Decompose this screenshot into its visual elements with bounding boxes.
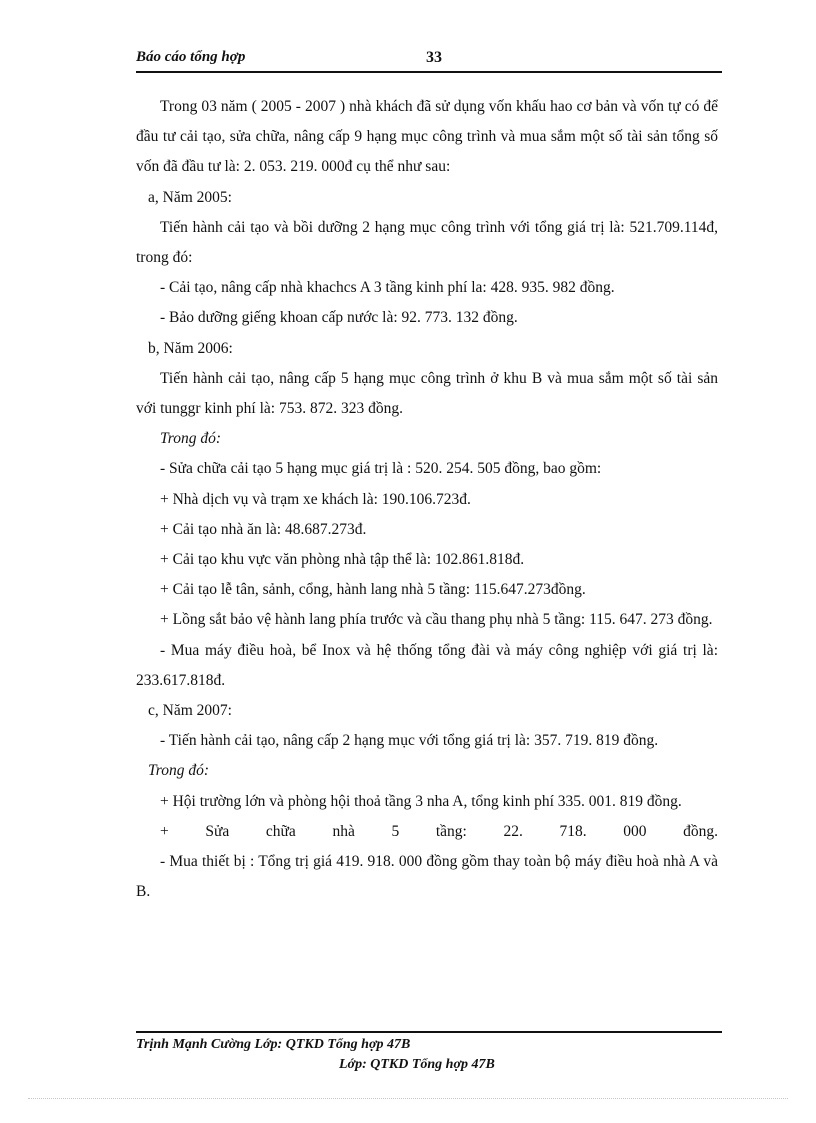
word: 718. [559,822,587,840]
list-item: + Cải tạo khu vực văn phòng nhà tập thể là: 102.861.818đ. [160,551,525,569]
list-item: + Nhà dịch vụ và trạm xe khách là: 190.106.723đ. [160,490,471,508]
list-item: - Mua thiết bị : Tổng trị giá 419. 918. 000 đồng gồm thay toàn bộ máy điều hoà nhà A và B. [136,853,718,901]
page-bottom-divider [28,1098,788,1099]
list-item-spread [136,817,718,847]
word: đồng. [683,822,718,840]
page-number: 33 [426,49,442,66]
in-which-label: Trong đó: [148,762,210,780]
footer-rule [136,1031,722,1033]
summary-2005: Tiến hành cải tạo và bồi dưỡng 2 hạng mục công trình với tổng giá trị là: 521.709.114đ, trong đó: [136,218,718,267]
section-heading-2007: c, Năm 2007: [148,702,232,720]
word: nhà [332,822,355,840]
document-body [136,92,718,907]
in-which-label: Trong đó: [160,430,222,448]
word: Sửa [205,822,230,840]
word: 5 [391,822,400,840]
list-item: + Cải tạo nhà ăn là: 48.687.273đ. [160,520,367,538]
summary-2006: Tiến hành cải tạo, nâng cấp 5 hạng mục công trình ở khu B và mua sắm một số tài sản với tunggr kinh phí là: 753. 872. 323 đồng. [136,369,718,418]
page-header [136,49,722,73]
word: chữa [265,822,296,840]
list-item: - Sửa chữa cải tạo 5 hạng mục giá trị là : 520. 254. 505 đồng, bao gồm: [160,460,602,478]
list-item: - Cải tạo, nâng cấp nhà khachcs A 3 tầng kinh phí la: 428. 935. 982 đồng. [160,279,615,297]
list-item: + Cải tạo lễ tân, sảnh, cổng, hành lang nhà 5 tầng: 115.647.273đồng. [160,581,586,599]
word: tầng: [435,822,467,840]
list-item: - Mua máy điều hoà, bể Inox và hệ thống tổng đài và máy công nghiệp với giá trị là: 233.617.818đ. [136,641,718,689]
list-item: + Hội trường lớn và phòng hội thoả tầng 3 nha A, tổng kinh phí 335. 001. 819 đồng. [160,792,682,810]
footer-class: Lớp: QTKD Tổng hợp 47B [339,1057,495,1072]
word: 22. [503,822,523,840]
list-item: + Lồng sắt bảo vệ hành lang phía trước và cầu thang phụ nhà 5 tầng: 115. 647. 273 đồng. [160,611,713,629]
word: 000 [623,822,647,840]
footer-author-class: Trịnh Mạnh Cường Lớp: QTKD Tổng hợp 47B [136,1037,411,1052]
summary-2007: - Tiến hành cải tạo, nâng cấp 2 hạng mục với tổng giá trị là: 357. 719. 819 đồng. [160,732,659,750]
section-heading-2005: a, Năm 2005: [148,188,232,206]
intro-paragraph: Trong 03 năm ( 2005 - 2007 ) nhà khách đã sử dụng vốn khấu hao cơ bản và vốn tự có để đầu tư cải tạo, sửa chữa, nâng cấp 9 hạng mục công trình và mua sắm một số tài sản tổng số vốn đã đầu tư là: 2. 053. 219. 000đ cụ thể như sau: [136,98,718,176]
list-item: - Bảo dưỡng giếng khoan cấp nước là: 92. 773. 132 đồng. [160,309,518,327]
word: + [160,822,169,840]
report-title: Báo cáo tổng hợp [136,49,246,65]
section-heading-2006: b, Năm 2006: [148,339,233,357]
